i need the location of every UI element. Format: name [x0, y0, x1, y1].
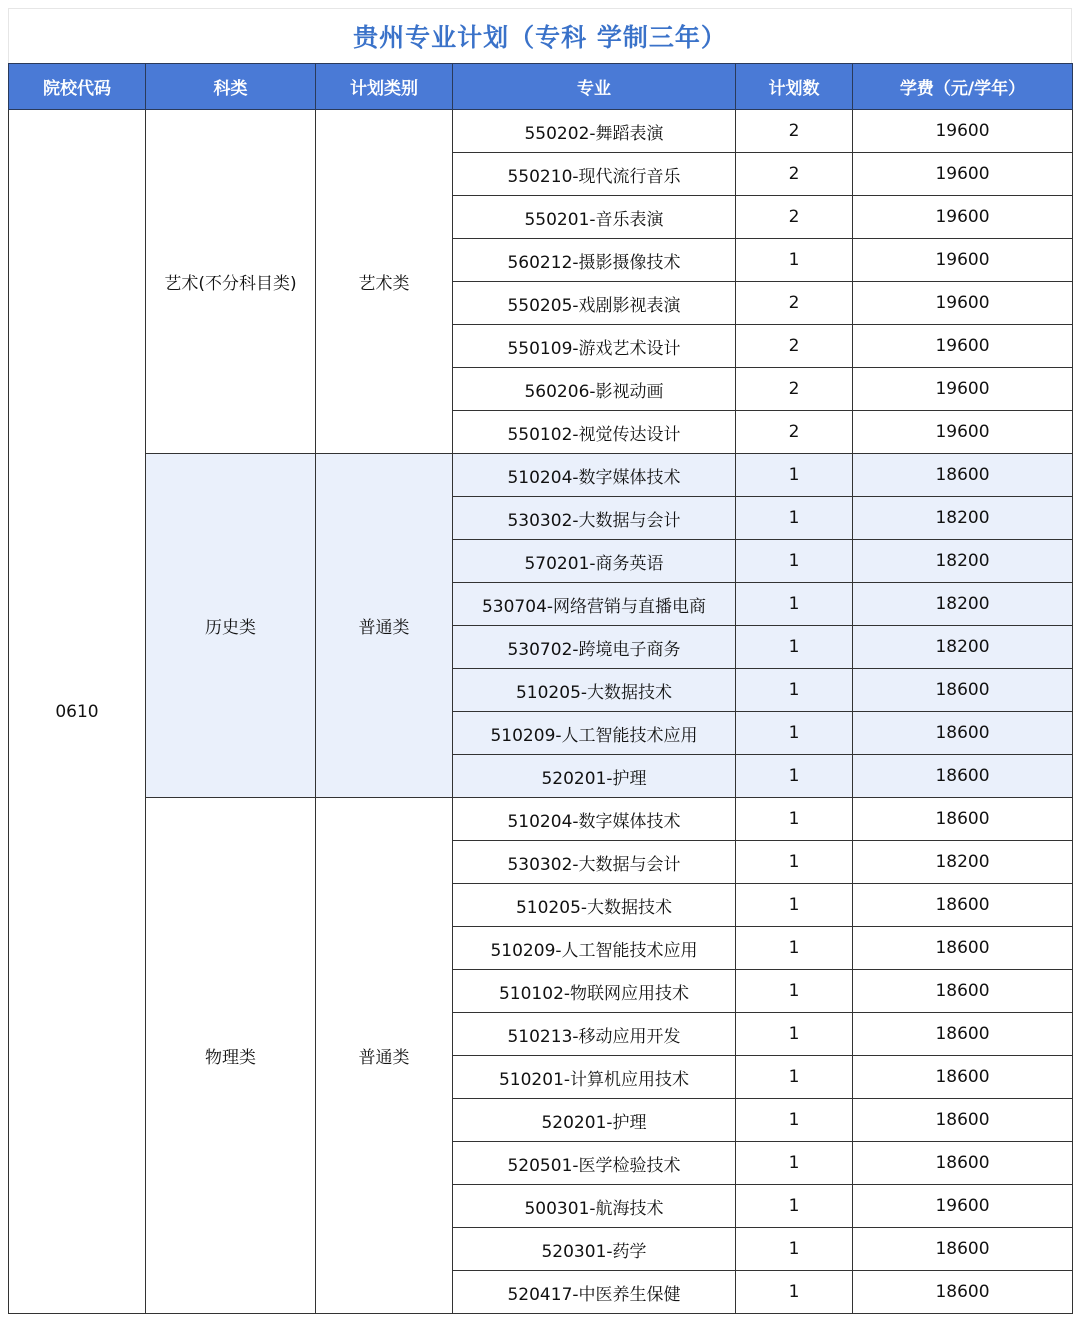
- count-cell: 1: [736, 755, 853, 798]
- header-category: 科类: [146, 64, 316, 110]
- title-bar: [8, 8, 1072, 63]
- count-cell: 2: [736, 110, 853, 153]
- fee-cell: 19600: [853, 153, 1073, 196]
- fee-cell: 18600: [853, 712, 1073, 755]
- fee-cell: 19600: [853, 196, 1073, 239]
- major-cell: 550205-戏剧影视表演: [453, 282, 736, 325]
- major-cell: 510205-大数据技术: [453, 669, 736, 712]
- fee-cell: 19600: [853, 239, 1073, 282]
- major-cell: 560206-影视动画: [453, 368, 736, 411]
- count-cell: 1: [736, 239, 853, 282]
- major-cell: 520417-中医养生保健: [453, 1271, 736, 1314]
- major-cell: 530704-网络营销与直播电商: [453, 583, 736, 626]
- header-fee: 学费（元/学年）: [853, 64, 1073, 110]
- count-cell: 1: [736, 1228, 853, 1271]
- major-cell: 510204-数字媒体技术: [453, 454, 736, 497]
- major-cell: 510102-物联网应用技术: [453, 970, 736, 1013]
- count-cell: 1: [736, 626, 853, 669]
- count-cell: 1: [736, 712, 853, 755]
- major-cell: 550201-音乐表演: [453, 196, 736, 239]
- fee-cell: 18600: [853, 798, 1073, 841]
- count-cell: 2: [736, 153, 853, 196]
- count-cell: 2: [736, 411, 853, 454]
- fee-cell: 18200: [853, 583, 1073, 626]
- count-cell: 1: [736, 841, 853, 884]
- fee-cell: 18600: [853, 1228, 1073, 1271]
- table-row: [9, 454, 1073, 497]
- fee-cell: 18200: [853, 497, 1073, 540]
- fee-cell: 18200: [853, 626, 1073, 669]
- table-header-row: [9, 64, 1073, 110]
- major-cell: 510209-人工智能技术应用: [453, 927, 736, 970]
- table-body: [9, 110, 1073, 1314]
- major-cell: 510204-数字媒体技术: [453, 798, 736, 841]
- count-cell: 1: [736, 1271, 853, 1314]
- count-cell: 1: [736, 884, 853, 927]
- major-cell: 530302-大数据与会计: [453, 841, 736, 884]
- fee-cell: 18600: [853, 927, 1073, 970]
- count-cell: 1: [736, 497, 853, 540]
- major-cell: 550210-现代流行音乐: [453, 153, 736, 196]
- fee-cell: 18200: [853, 841, 1073, 884]
- category-cell: 物理类: [146, 798, 316, 1314]
- fee-cell: 19600: [853, 282, 1073, 325]
- count-cell: 1: [736, 1013, 853, 1056]
- count-cell: 1: [736, 927, 853, 970]
- table-row: [9, 798, 1073, 841]
- fee-cell: 18600: [853, 454, 1073, 497]
- category-cell: 历史类: [146, 454, 316, 798]
- fee-cell: 19600: [853, 368, 1073, 411]
- fee-cell: 19600: [853, 411, 1073, 454]
- major-cell: 510205-大数据技术: [453, 884, 736, 927]
- page-title: 贵州专业计划（专科 学制三年）: [353, 23, 727, 52]
- plan-type-cell: 艺术类: [316, 110, 453, 454]
- count-cell: 1: [736, 1185, 853, 1228]
- major-cell: 560212-摄影摄像技术: [453, 239, 736, 282]
- fee-cell: 18600: [853, 1056, 1073, 1099]
- fee-cell: 18600: [853, 1013, 1073, 1056]
- major-cell: 550109-游戏艺术设计: [453, 325, 736, 368]
- fee-cell: 18600: [853, 884, 1073, 927]
- major-cell: 520201-护理: [453, 1099, 736, 1142]
- plan-type-cell: 普通类: [316, 454, 453, 798]
- header-major: 专业: [453, 64, 736, 110]
- count-cell: 1: [736, 1099, 853, 1142]
- table-row: [9, 110, 1073, 153]
- major-cell: 520201-护理: [453, 755, 736, 798]
- major-cell: 510209-人工智能技术应用: [453, 712, 736, 755]
- major-cell: 510213-移动应用开发: [453, 1013, 736, 1056]
- major-cell: 530302-大数据与会计: [453, 497, 736, 540]
- count-cell: 2: [736, 282, 853, 325]
- fee-cell: 18600: [853, 1099, 1073, 1142]
- count-cell: 1: [736, 454, 853, 497]
- major-cell: 520501-医学检验技术: [453, 1142, 736, 1185]
- count-cell: 1: [736, 669, 853, 712]
- major-cell: 570201-商务英语: [453, 540, 736, 583]
- count-cell: 1: [736, 583, 853, 626]
- fee-cell: 18200: [853, 540, 1073, 583]
- category-cell: 艺术(不分科目类): [146, 110, 316, 454]
- count-cell: 2: [736, 325, 853, 368]
- fee-cell: 18600: [853, 1142, 1073, 1185]
- fee-cell: 18600: [853, 970, 1073, 1013]
- major-cell: 550102-视觉传达设计: [453, 411, 736, 454]
- school-code-cell: 0610: [9, 110, 146, 1314]
- count-cell: 1: [736, 540, 853, 583]
- count-cell: 1: [736, 798, 853, 841]
- count-cell: 1: [736, 1142, 853, 1185]
- major-cell: 550202-舞蹈表演: [453, 110, 736, 153]
- plan-type-cell: 普通类: [316, 798, 453, 1314]
- fee-cell: 19600: [853, 1185, 1073, 1228]
- count-cell: 1: [736, 1056, 853, 1099]
- fee-cell: 18600: [853, 1271, 1073, 1314]
- major-cell: 530702-跨境电子商务: [453, 626, 736, 669]
- major-cell: 520301-药学: [453, 1228, 736, 1271]
- count-cell: 2: [736, 196, 853, 239]
- plan-table: [8, 63, 1073, 1314]
- header-plan-type: 计划类别: [316, 64, 453, 110]
- count-cell: 1: [736, 970, 853, 1013]
- major-cell: 510201-计算机应用技术: [453, 1056, 736, 1099]
- fee-cell: 18600: [853, 755, 1073, 798]
- header-count: 计划数: [736, 64, 853, 110]
- header-school-code: 院校代码: [9, 64, 146, 110]
- fee-cell: 18600: [853, 669, 1073, 712]
- major-cell: 500301-航海技术: [453, 1185, 736, 1228]
- fee-cell: 19600: [853, 325, 1073, 368]
- count-cell: 2: [736, 368, 853, 411]
- fee-cell: 19600: [853, 110, 1073, 153]
